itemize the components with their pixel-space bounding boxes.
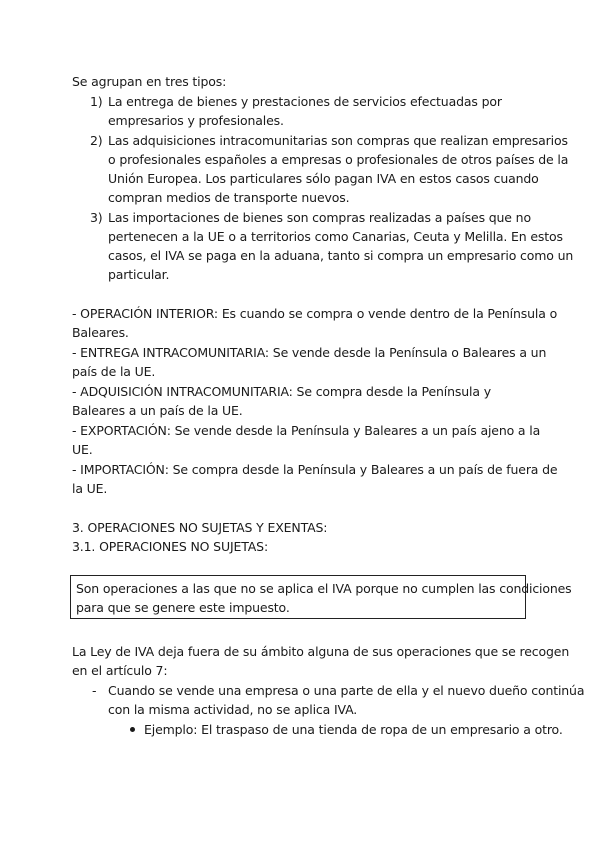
boxed-definition-line: Son operaciones a las que no se aplica el IVA porque no cumplen las condiciones: [76, 581, 572, 596]
dash-item-line: con la misma actividad, no se aplica IVA.: [108, 702, 358, 717]
list-item-line: Las importaciones de bienes son compras realizadas a países que no: [108, 210, 531, 225]
list-item-line: particular.: [108, 267, 170, 282]
list-number: 2): [90, 133, 103, 148]
paragraph-line: La Ley de IVA deja fuera de su ámbito alguna de sus operaciones que se recogen: [72, 644, 570, 659]
paragraph-line: en el artículo 7:: [72, 663, 168, 678]
definition-line: - ADQUISICIÓN INTRACOMUNITARIA: Se compra desde la Península y: [72, 384, 491, 399]
definition-line: Baleares.: [72, 325, 129, 340]
intro-text: Se agrupan en tres tipos:: [72, 74, 227, 89]
list-item-line: o profesionales españoles a empresas o profesionales de otros países de la: [108, 152, 569, 167]
definition-line: la UE.: [72, 481, 108, 496]
boxed-definition-line: para que se genere este impuesto.: [76, 600, 290, 615]
section-heading: 3. OPERACIONES NO SUJETAS Y EXENTAS:: [72, 520, 328, 535]
list-item-line: compran medios de transporte nuevos.: [108, 190, 350, 205]
dash-item-line: Cuando se vende una empresa o una parte de ella y el nuevo dueño continúa: [108, 683, 585, 698]
definition-line: país de la UE.: [72, 364, 156, 379]
list-item-line: Las adquisiciones intracomunitarias son compras que realizan empresarios: [108, 133, 568, 148]
definition-line: - EXPORTACIÓN: Se vende desde la Península y Baleares a un país ajeno a la: [72, 423, 541, 438]
list-item-line: Unión Europea. Los particulares sólo pagan IVA en estos casos cuando: [108, 171, 539, 186]
definition-line: - ENTREGA INTRACOMUNITARIA: Se vende desde la Península o Baleares a un: [72, 345, 547, 360]
list-number: 1): [90, 94, 103, 109]
definition-line: UE.: [72, 442, 93, 457]
dash-marker: -: [92, 683, 97, 698]
definition-line: - OPERACIÓN INTERIOR: Es cuando se compra o vende dentro de la Península o: [72, 306, 558, 321]
definition-line: Baleares a un país de la UE.: [72, 403, 243, 418]
bullet-icon: [130, 727, 135, 732]
list-item-line: La entrega de bienes y prestaciones de servicios efectuadas por: [108, 94, 502, 109]
subsection-heading: 3.1. OPERACIONES NO SUJETAS:: [72, 539, 269, 554]
list-number: 3): [90, 210, 103, 225]
list-item-line: casos, el IVA se paga en la aduana, tanto si compra un empresario como un: [108, 248, 574, 263]
definition-line: - IMPORTACIÓN: Se compra desde la Península y Baleares a un país de fuera de: [72, 462, 558, 477]
list-item-line: pertenecen a la UE o a territorios como Canarias, Ceuta y Melilla. En estos: [108, 229, 563, 244]
list-item-line: empresarios y profesionales.: [108, 113, 284, 128]
example-text: Ejemplo: El traspaso de una tienda de ropa de un empresario a otro.: [144, 722, 563, 737]
